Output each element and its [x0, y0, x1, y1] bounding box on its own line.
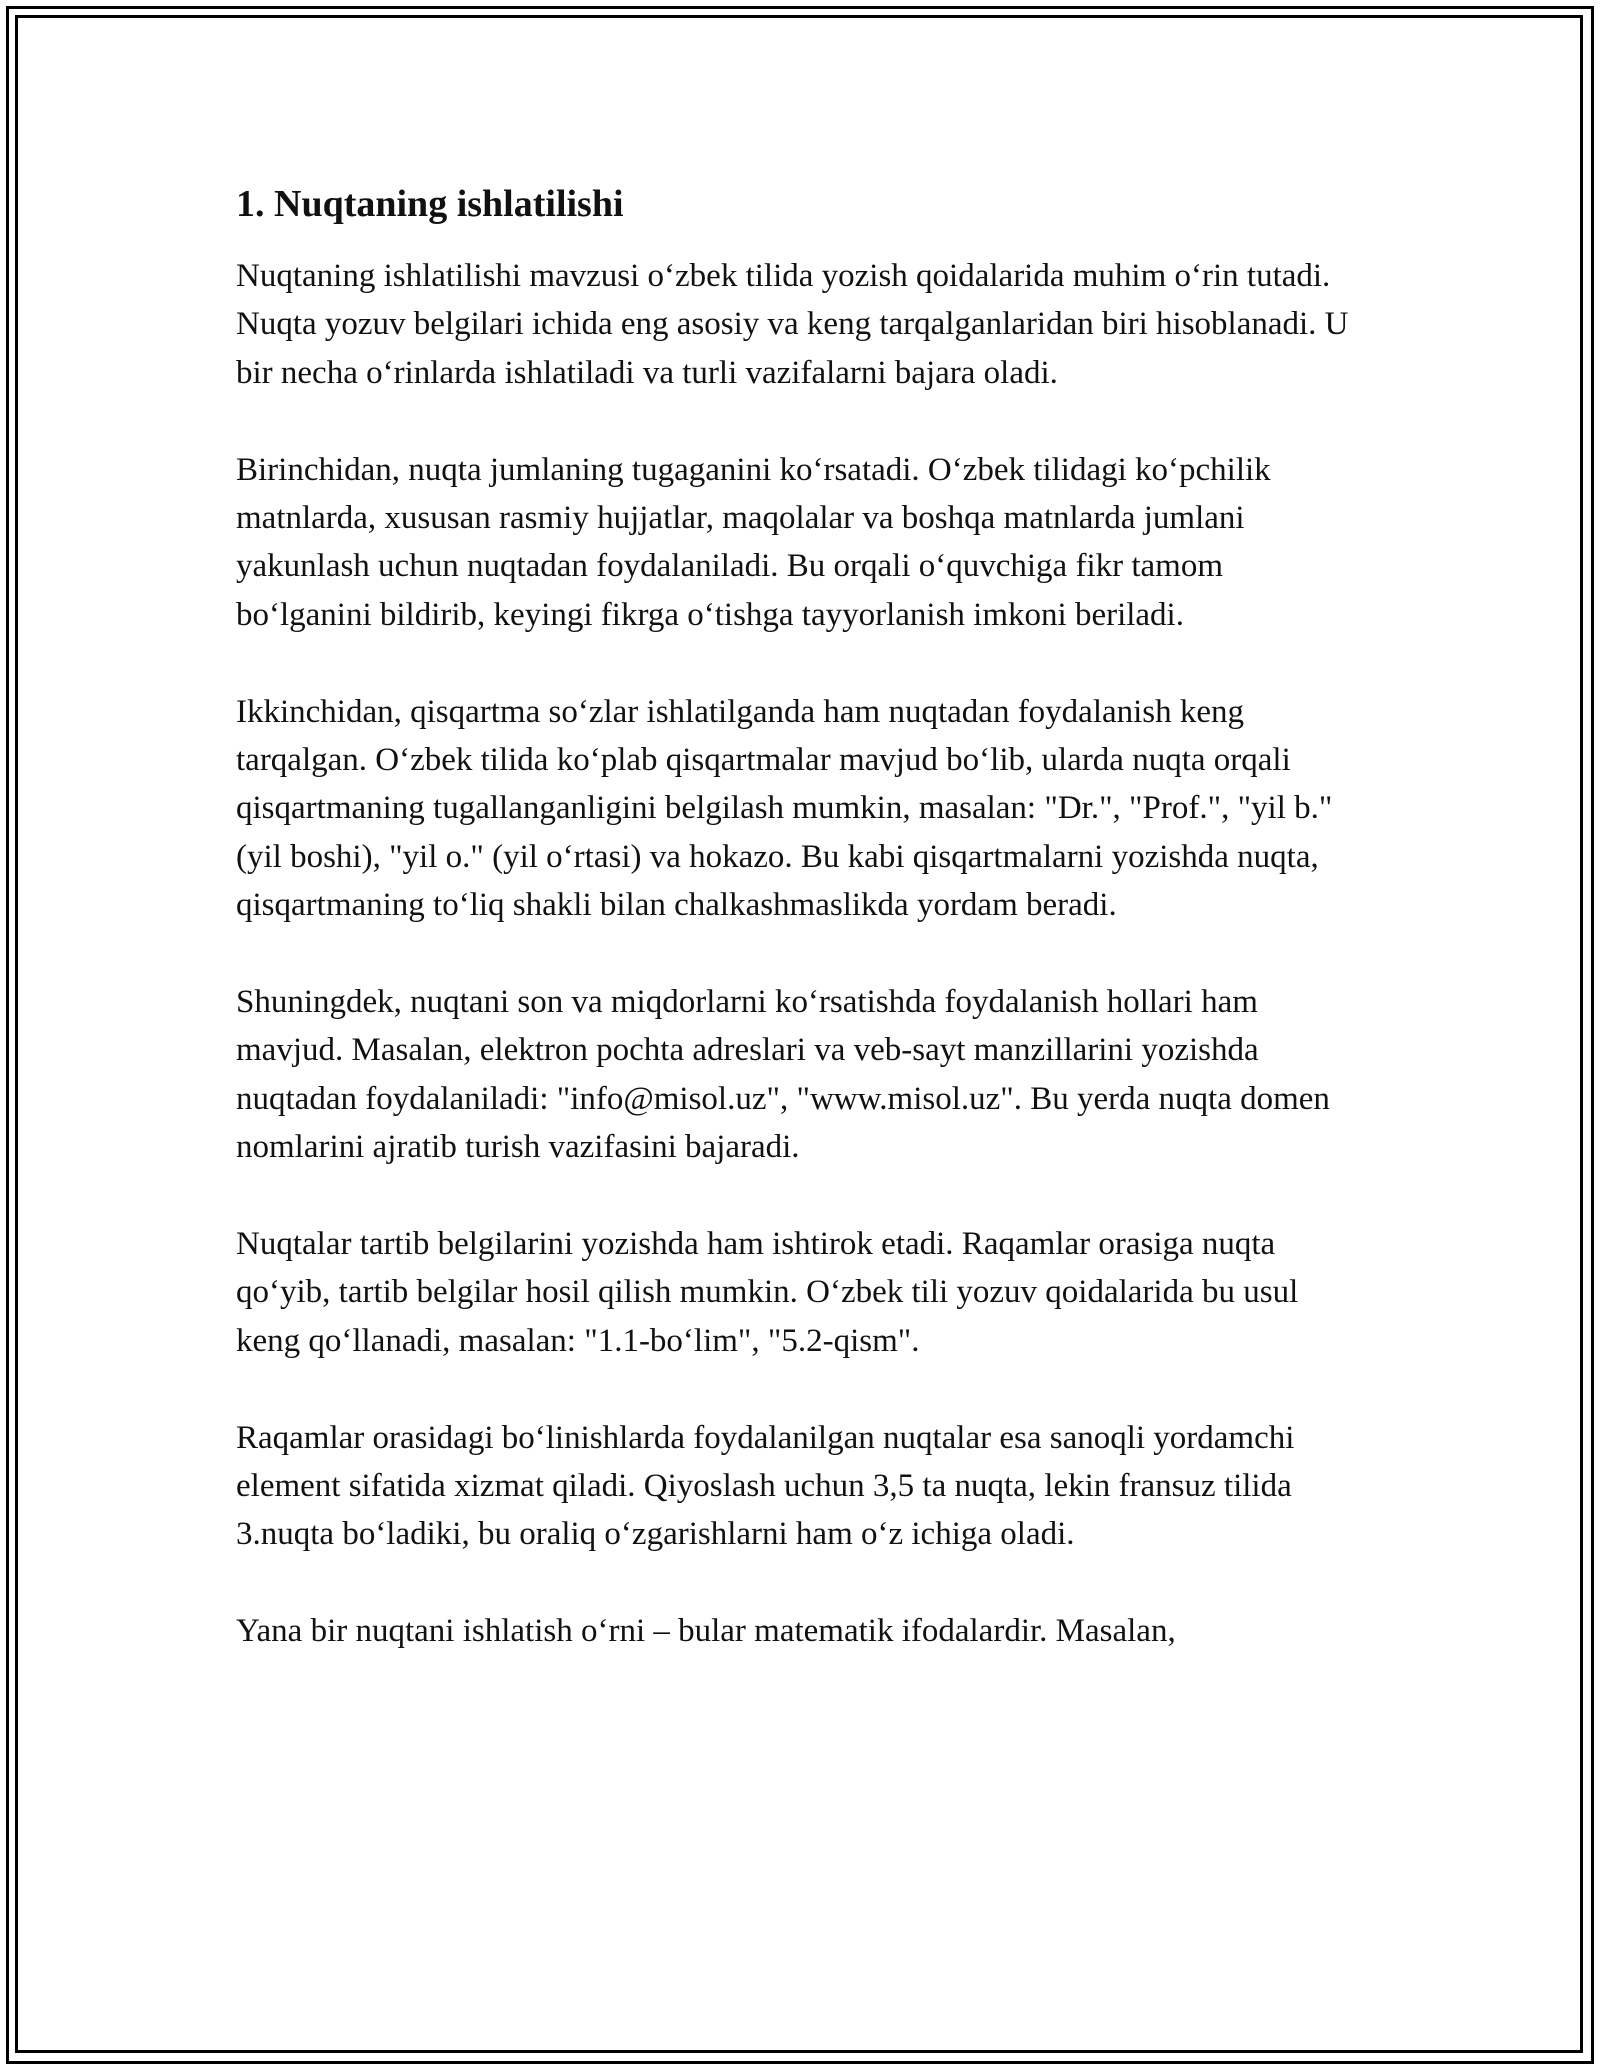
- paragraph-divisions: Raqamlar orasidagi boʻlinishlarda foydalanilgan nuqtalar esa sanoqli yordamchi element sifatida xizmat qiladi. Qiyoslash uchun 3,5 ta nuqta, lekin fransuz tilida 3.nuqta boʻladiki, bu oraliq oʻzgarishlarni ham oʻz ichiga oladi.: [236, 1419, 1295, 1553]
- paragraph-ordinal: Nuqtalar tartib belgilarini yozishda ham ishtirok etadi. Raqamlar orasiga nuqta qoʻyib, tartib belgilar hosil qilish mumkin. Oʻzbek tili yozuv qoidalarida bu usul keng qoʻllanadi, masalan: "1.1-boʻlim", "5.2-qism".: [236, 1226, 1299, 1359]
- paragraph-math: Yana bir nuqtani ishlatish oʻrni – bular matematik ifodalardir. Masalan,: [236, 1613, 1176, 1650]
- paragraph-second: Ikkinchidan, qisqartma soʻzlar ishlatilganda ham nuqtadan foydalanish keng tarqalgan. Oʻzbek tilida koʻplab qisqartmalar mavjud boʻlib, ularda nuqta orqali qisqartmaning tugallanganligini belgilash mumkin, masalan: "Dr.", "Prof.", "yil b." (yil boshi), "yil o." (yil oʻrtasi) va hokazo. Bu kabi qisqartmalarni yozishda nuqta, qisqartmaning toʻliq shakli bilan chalkashmaslikda yordam beradi.: [236, 693, 1333, 924]
- paragraph-first: Birinchidan, nuqta jumlaning tugaganini koʻrsatadi. Oʻzbek tilidagi koʻpchilik matnlarda, xususan rasmiy hujjatlar, maqolalar va boshqa matnlarda jumlani yakunlash uchun nuqtadan foydalaniladi. Bu orqali oʻquvchiga fikr tamom boʻlganini bildirib, keyingi fikrga oʻtishga tayyorlanish imkoni beriladi.: [236, 451, 1271, 633]
- document-body: [236, 178, 1366, 1656]
- paragraph-numbers: Shuningdek, nuqtani son va miqdorlarni koʻrsatishda foydalanish hollari ham mavjud. Masalan, elektron pochta adreslari va veb-sayt manzillarini yozishda nuqtadan foydalaniladi: "info@misol.uz", "www.misol.uz". Bu yerda nuqta domen nomlarini ajratib turish vazifasini bajaradi.: [236, 984, 1330, 1166]
- paragraph-intro: Nuqtaning ishlatilishi mavzusi oʻzbek tilida yozish qoidalarida muhim oʻrin tutadi. Nuqta yozuv belgilari ichida eng asosiy va keng tarqalganlaridan biri hisoblanadi. U bir necha oʻrinlarda ishlatiladi va turli vazifalarni bajara oladi.: [236, 258, 1349, 391]
- section-heading: 1. Nuqtaning ishlatilishi: [236, 183, 624, 225]
